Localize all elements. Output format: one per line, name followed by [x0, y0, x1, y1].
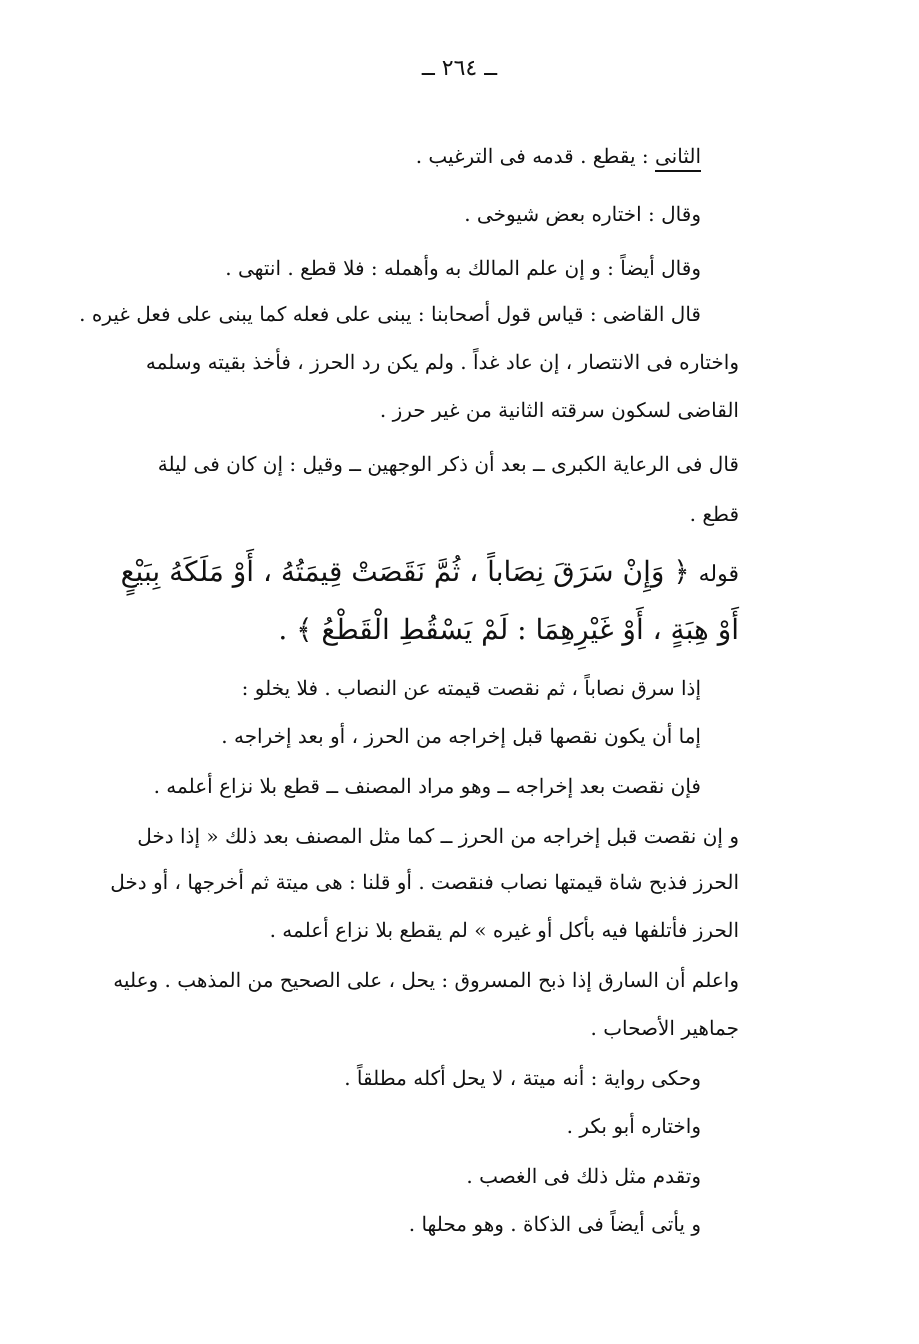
- text-line-5: واختاره فى الانتصار ، إن عاد غداً . ولم يكن رد الحرز ، فأخذ بقيته وسلمه: [145, 350, 739, 374]
- text-line-1-body: : يقطع . قدمه فى الترغيب .: [415, 144, 655, 168]
- text-line-3: وقال أيضاً : و إن علم المالك به وأهمله : فلا قطع . انتهى .: [225, 256, 701, 280]
- text-line-6: القاضى لسكون سرقته الثانية من غير حرز .: [379, 398, 739, 422]
- text-line-13: الحرز فذبح شاة قيمتها نصاب فنقصت . أو قلنا : هى ميتة ثم أخرجها ، أو دخل: [110, 870, 739, 894]
- text-line-20: و يأتى أيضاً فى الذكاة . وهو محلها .: [408, 1212, 701, 1236]
- text-line-10: إما أن يكون نقصها قبل إخراجه من الحرز ، أو بعد إخراجه .: [221, 724, 701, 748]
- text-line-19: وتقدم مثل ذلك فى الغصب .: [466, 1164, 701, 1188]
- quoted-text-line-1-body: ﴿ وَإِنْ سَرَقَ نِصَاباً ، ثُمَّ نَقَصَتْ قِيمَتُهُ ، أَوْ مَلَكَهُ بِبَيْعٍ: [120, 555, 699, 588]
- text-line-18: واختاره أبو بكر .: [566, 1114, 701, 1138]
- text-line-7: قال فى الرعاية الكبرى ــ بعد أن ذكر الوجهين ــ وقيل : إن كان فى ليلة: [157, 452, 739, 476]
- underlined-heading: الثانى: [655, 144, 701, 172]
- quote-lead-word: قوله: [698, 562, 739, 587]
- text-line-9: إذا سرق نصاباً ، ثم نقصت قيمته عن النصاب . فلا يخلو :: [241, 676, 701, 700]
- text-line-15: واعلم أن السارق إذا ذبح المسروق : يحل ، على الصحيح من المذهب . وعليه: [113, 968, 739, 992]
- text-line-16: جماهير الأصحاب .: [590, 1016, 739, 1040]
- page-number: ــ ٢٦٤ ــ: [421, 56, 498, 81]
- text-line-8: قطع .: [689, 502, 739, 526]
- quoted-text-line-2: أَوْ هِبَةٍ ، أَوْ غَيْرِهِمَا : لَمْ يَسْقُطِ الْقَطْعُ ﴾ .: [278, 613, 739, 646]
- quoted-text-line-1: [120, 555, 739, 588]
- text-line-12: و إن نقصت قبل إخراجه من الحرز ــ كما مثل المصنف بعد ذلك « إذا دخل: [137, 824, 739, 848]
- text-line-14: الحرز فأتلفها فيه بأكل أو غيره » لم يقطع بلا نزاع أعلمه .: [269, 918, 739, 942]
- text-line-4: قال القاضى : قياس قول أصحابنا : يبنى على فعله كما يبنى على فعل غيره .: [79, 302, 701, 326]
- text-line-17: وحكى رواية : أنه ميتة ، لا يحل أكله مطلقاً .: [344, 1066, 701, 1090]
- text-line-1: [416, 146, 701, 166]
- text-line-2: وقال : اختاره بعض شيوخى .: [464, 202, 701, 226]
- text-line-11: فإن نقصت بعد إخراجه ــ وهو مراد المصنف ــ قطع بلا نزاع أعلمه .: [153, 774, 701, 798]
